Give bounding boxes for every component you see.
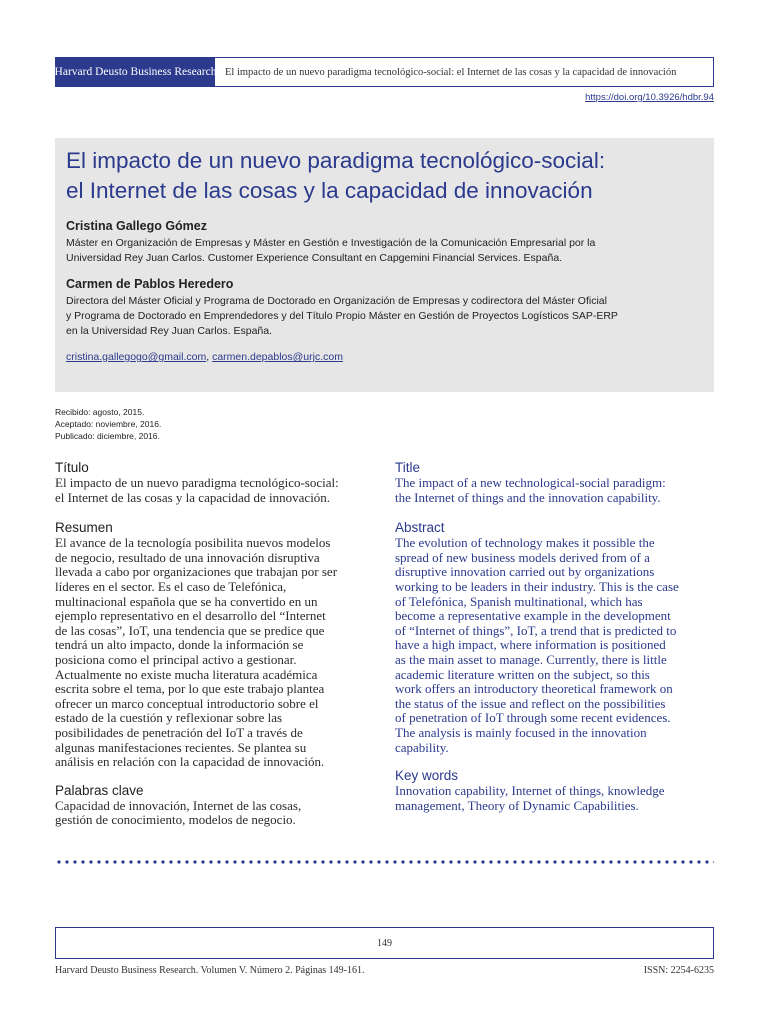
english-title-heading: Title (395, 460, 421, 475)
author-affiliation-2 (66, 294, 702, 339)
text-line: capability. (395, 739, 449, 755)
author-affiliation-1 (66, 236, 702, 266)
affiliation-line: Directora del Máster Oficial y Programa de Doctorado en Organización de Empresas y codirectora del Máster Oficial (66, 295, 607, 307)
text-line: El impacto de un nuevo paradigma tecnológico-social: (55, 475, 339, 490)
text-line: posiciona como el principal activo a gestionar. (55, 651, 297, 667)
text-line: The analysis is mainly focused in the innovation (395, 724, 647, 740)
running-title: El impacto de un nuevo paradigma tecnológico-social: el Internet de las cosas y la capacidad de innovación (225, 66, 677, 78)
text-line: El avance de la tecnología posibilita nuevos modelos (55, 535, 331, 551)
text-line: as the main asset to manage. Currently, there is little (395, 651, 667, 667)
article-title-line-1: El impacto de un nuevo paradigma tecnológico-social: (66, 148, 606, 173)
affiliation-line: y Programa de Doctorado en Emprendedores y del Título Propio Máster en Gestión de Proyectos Logísticos SAP-ERP (66, 310, 618, 322)
spanish-keywords-text (55, 799, 377, 828)
text-line: the Internet of things and the innovation capability. (395, 489, 661, 505)
spanish-column (55, 459, 377, 828)
text-line: management, Theory of Dynamic Capabilities. (395, 797, 639, 813)
english-abstract-text (395, 536, 717, 755)
text-line: of Telefónica, Spanish multinational, which has (395, 593, 643, 609)
english-abstract-heading: Abstract (395, 520, 445, 536)
spanish-keywords-heading: Palabras clave (55, 782, 144, 798)
text-line: de las cosas”, IoT, una tendencia que se predice que (55, 622, 325, 638)
text-line: spread of new business models derived from of a (395, 549, 650, 565)
english-column (395, 459, 717, 813)
affiliation-line: Universidad Rey Juan Carlos. Customer Experience Consultant en Capgemini Financial Services. España. (66, 252, 563, 264)
text-line: of “Internet of things”, IoT, a trend that is predicted to (395, 622, 677, 638)
text-line: escrita sobre el tema, por lo que este trabajo plantea (55, 681, 325, 697)
date-published: Publicado: diciembre, 2016. (55, 431, 160, 441)
english-keywords-heading: Key words (395, 768, 459, 784)
spanish-abstract-text (55, 536, 377, 770)
text-line: The impact of a new technological-social paradigm: (395, 475, 666, 490)
text-line: llevada a cabo por organizaciones que trabajan por ser (55, 564, 338, 580)
spanish-abstract-heading: Resumen (55, 520, 113, 536)
journal-citation: Harvard Deusto Business Research. Volumen V. Número 2. Páginas 149-161. (55, 965, 365, 976)
text-line: ejemplo representativo en el desarrollo del “Internet (55, 608, 326, 624)
spanish-title-heading: Título (55, 460, 89, 475)
english-keywords-text (395, 784, 717, 813)
email-link-1[interactable]: cristina.gallegogo@gmail.com (66, 351, 207, 363)
text-line: el Internet de las cosas y la capacidad de innovación. (55, 489, 331, 505)
text-line: ofrecer un marco conceptual introductorio sobre el (55, 695, 319, 711)
doi-link[interactable]: https://doi.org/10.3926/hdbr.94 (585, 92, 714, 103)
page-number: 149 (377, 937, 392, 949)
text-line: Innovation capability, Internet of things, knowledge (395, 783, 665, 799)
text-line: estado de la cuestión y reflexionar sobre las (55, 710, 283, 726)
english-title-text (395, 476, 717, 505)
text-line: algunas manifestaciones recientes. Se plantea su (55, 739, 307, 755)
text-line: the status of the issue and reflect on the possibilities (395, 695, 666, 711)
text-line: posibilidades de penetración del IoT a través de (55, 724, 303, 740)
text-line: líderes en el sector. Es el caso de Telefónica, (55, 578, 287, 594)
text-line: of penetration of IoT through some recent evidences. (395, 710, 671, 726)
text-line: work offers an introductory theoretical framework on (395, 681, 673, 697)
text-line: become a representative example in the development (395, 608, 671, 624)
article-title (66, 146, 702, 206)
text-line: The evolution of technology makes it possible the (395, 535, 655, 551)
text-line: working to be leaders in their industry. This is the case (395, 578, 679, 594)
text-line: de negocio, resultado de una innovación disruptiva (55, 549, 320, 565)
issn: ISSN: 2254-6235 (643, 965, 714, 976)
email-link-2[interactable]: carmen.depablos@urjc.com (212, 351, 343, 363)
text-line: academic literature written on the subject, so this (395, 666, 650, 682)
text-line: análisis en relación con la capacidad de innovación. (55, 754, 325, 770)
text-line: Capacidad de innovación, Internet de las cosas, (55, 797, 302, 813)
dotted-divider (55, 860, 714, 864)
affiliation-line: en la Universidad Rey Juan Carlos. España. (66, 325, 273, 337)
journal-name: Harvard Deusto Business Research (56, 58, 215, 86)
affiliation-line: Máster en Organización de Empresas y Máster en Gestión e Investigación de la Comunicación Empresarial por la (66, 237, 596, 249)
running-header (55, 57, 714, 87)
spanish-title-text (55, 476, 377, 505)
text-line: disruptive innovation carried out by organizations (395, 564, 655, 580)
text-line: multinacional española que se ha convertido en un (55, 593, 318, 609)
author-name-1: Cristina Gallego Gómez (66, 219, 208, 233)
article-title-line-2: el Internet de las cosas y la capacidad de innovación (66, 178, 593, 203)
title-box (55, 138, 714, 392)
date-received: Recibido: agosto, 2015. (55, 407, 145, 417)
author-name-2: Carmen de Pablos Heredero (66, 277, 234, 291)
author-emails (66, 351, 702, 363)
text-line: Actualmente no existe mucha literatura académica (55, 666, 318, 682)
page-number-box (55, 927, 714, 959)
email-separator: , (206, 351, 210, 363)
date-accepted: Aceptado: noviembre, 2016. (55, 419, 162, 429)
text-line: have a high impact, where information is positioned (395, 637, 666, 653)
text-line: tendrá un alto impacto, donde la información se (55, 637, 304, 653)
publication-dates (55, 406, 161, 442)
text-line: gestión de conocimiento, modelos de negocio. (55, 812, 296, 828)
